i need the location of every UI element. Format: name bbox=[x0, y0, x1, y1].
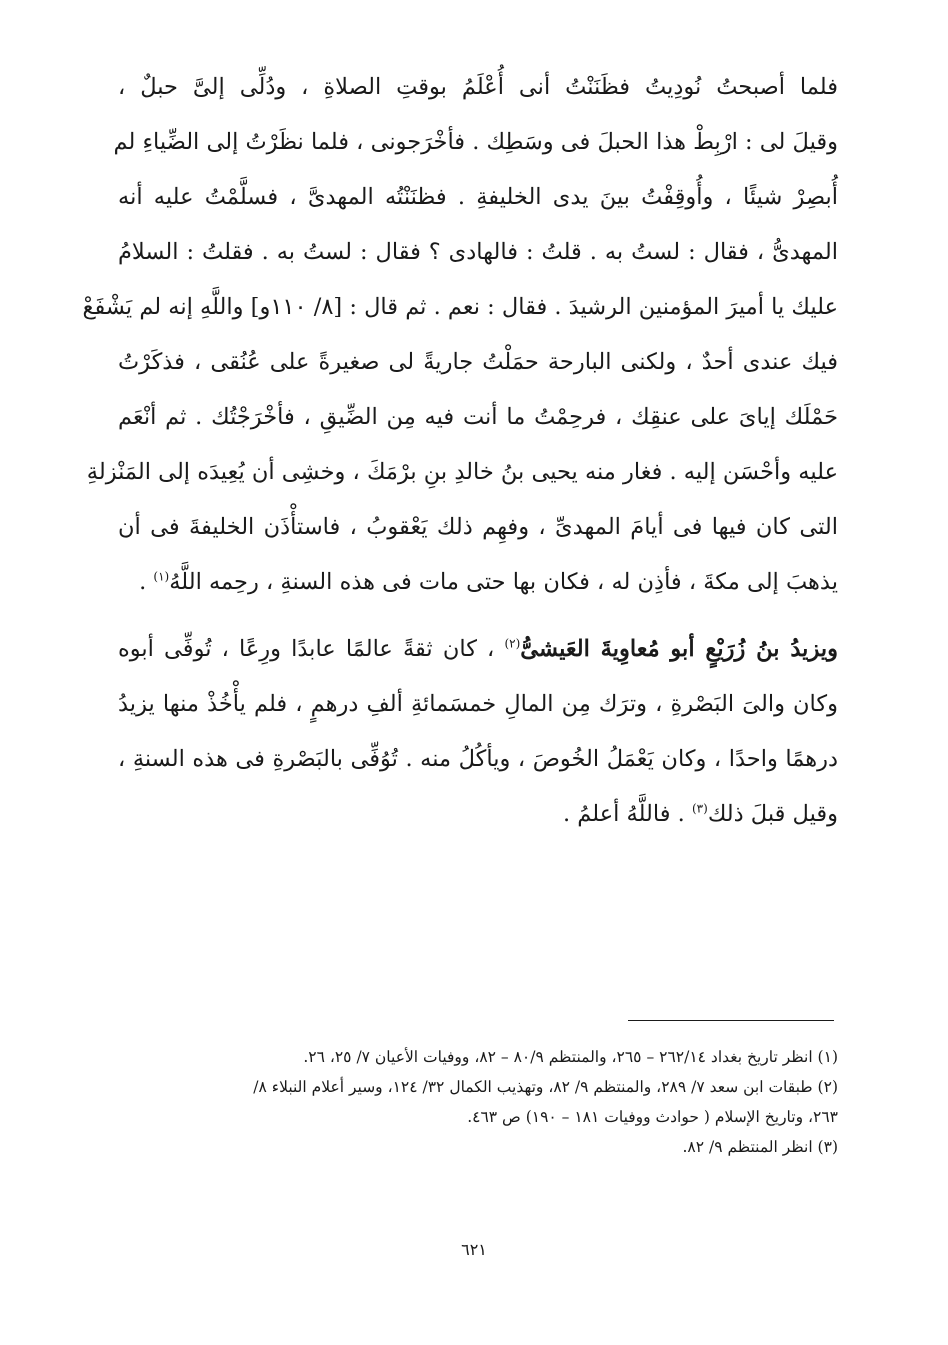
text-segment: . bbox=[139, 569, 154, 595]
footnote-separator bbox=[628, 1020, 834, 1021]
text-line: التى كان فيها فى أيامَ المهدىِّ ، وفهِم ذلك يَعْقوبُ ، فاستأْذَن الخليفةَ فى أن bbox=[118, 514, 838, 540]
text-line: وكان والىَ البَصْرةِ ، وترَك مِن المالِ خمسَمائةِ ألفِ درهمٍ ، فلم يأْخُذْ منها يزيدُ bbox=[118, 691, 838, 717]
text-segment: . فاللَّهُ أعلمُ . bbox=[562, 801, 692, 827]
text-line: عليك يا أميرَ المؤمنين الرشيدَ . فقال : نعم . ثم قال : [٨/ ١١٠و] واللَّهِ إنه لم يَشْفَعْ bbox=[82, 294, 838, 320]
text-segment: يذهبَ إلى مكةَ ، فأذِن له ، فكان بها حتى مات فى هذه السنةِ ، رحِمه اللَّهُ bbox=[169, 569, 838, 595]
text-line: فلما أصبحتُ نُودِيتُ فظَنَنْتُ أنى أُعْلَمُ بوقتِ الصلاةِ ، ودُلِّى إلىَّ حبلٌ ، bbox=[118, 74, 838, 100]
footnote-marker-2: (٢) bbox=[504, 636, 521, 651]
text-line-paragraph-end bbox=[118, 555, 838, 610]
main-text-block bbox=[82, 60, 838, 842]
footnote-marker-3: (٣) bbox=[691, 801, 708, 816]
text-line: درهمًا واحدًا ، وكان يَعْمَلُ الخُوصَ ، ويأكُلُ منه . تُوُفِّى بالبَصْرةِ فى هذه السنةِ ، bbox=[118, 746, 838, 772]
footnotes-block bbox=[118, 1042, 838, 1162]
text-line: عليه وأحْسَن إليه . فغار منه يحيى بنُ خالدِ بنِ برْمَكَ ، وخشِى أن يُعِيدَه إلى المَنْزلةِ bbox=[86, 459, 838, 485]
footnote-2: (٢) طبقات ابن سعد ٧/ ٢٨٩، والمنتظم ٩/ ٨٢، وتهذيب الكمال ٣٢/ ١٢٤، وسير أعلام النبلاء ٨/ bbox=[253, 1078, 838, 1096]
footnote-1: (١) انظر تاريخ بغداد ٢٦٢/١٤ – ٢٦٥، والمنتظم ٨٠/٩ – ٨٢، ووفيات الأعيان ٧/ ٢٥، ٢٦. bbox=[303, 1048, 838, 1066]
footnote-2-continued: ٢٦٣، وتاريخ الإسلام ( حوادث ووفيات ١٨١ – ١٩٠) ص ٤٦٣. bbox=[467, 1108, 838, 1126]
footnote-marker-1: (١) bbox=[153, 569, 170, 584]
page-number: ٦٢١ bbox=[461, 1240, 487, 1259]
biography-heading: ويزيدُ بنُ زُرَيْعٍ أبو مُعاوِيةَ العَيشىُّ bbox=[520, 636, 838, 662]
text-line: المهدىُّ ، فقال : لستُ به . قلتُ : فالهادى ؟ فقال : لستُ به . فقلتُ : السلامُ bbox=[118, 239, 838, 265]
text-line-paragraph-end bbox=[118, 787, 838, 842]
text-segment: ، كان ثقةً عالمًا عابدًا ورِعًا ، تُوفِّى أبوه bbox=[118, 636, 505, 662]
text-line: أُبصِرْ شيئًا ، وأُوقِفْتُ بينَ يدى الخليفةِ . فظنَنْتُه المهدىَّ ، فسلَّمْتُ عليه أنه bbox=[118, 184, 838, 210]
text-line: وقيلَ لى : ارْبِطْ هذا الحبلَ فى وسَطِك . فأخْرَجونى ، فلما نظَرْتُ إلى الضِّياءِ لم bbox=[113, 129, 838, 155]
text-segment: وقيل قبلَ ذلك bbox=[707, 801, 838, 827]
text-line: حَمْلَك إياىَ على عنقِك ، فرحِمْتُ ما أنت فيه مِن الضِّيقِ ، فأخْرَجْتُك . ثم أنْعَم bbox=[118, 404, 838, 430]
text-line: فيك عندى أحدٌ ، ولكنى البارحة حمَلْتُ جاريةً لى صغيرةً على عُنُقى ، فذكَرْتُ bbox=[118, 349, 838, 375]
text-line bbox=[118, 622, 838, 677]
footnote-3: (٣) انظر المنتظم ٩/ ٨٢. bbox=[682, 1138, 838, 1156]
